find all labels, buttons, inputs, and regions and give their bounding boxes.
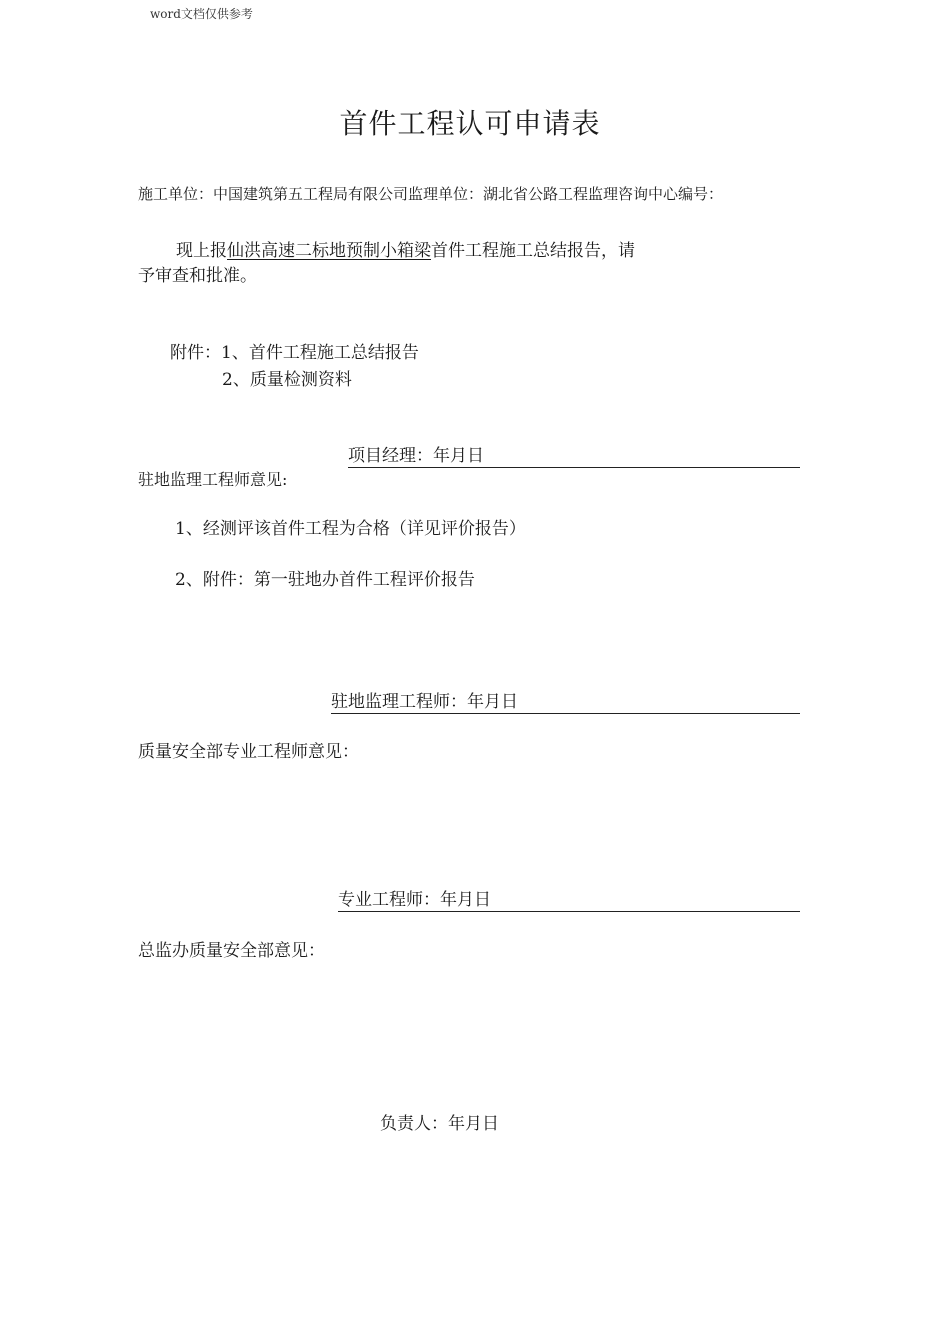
attachment-item-1: 附件：1、首件工程施工总结报告 [170, 343, 419, 363]
project-manager-signature: 项目经理：年月日 [348, 441, 800, 468]
attachment-item-2: 2、质量检测资料 [222, 370, 352, 390]
document-title: 首件工程认可申请表 [339, 107, 601, 140]
chief-office-opinion-label: 总监办质量安全部意见： [138, 941, 325, 961]
watermark-text: word文档仅供参考 [150, 7, 253, 21]
quality-dept-opinion-label: 质量安全部专业工程师意见： [138, 742, 359, 762]
resident-engineer-opinion-label: 驻地监理工程师意见: [138, 470, 288, 489]
intro-prefix: 现上报 [176, 241, 227, 261]
intro-line-2: 予审查和批准。 [138, 266, 257, 286]
intro-project-name: 仙洪高速二标地预制小箱梁 [227, 241, 431, 261]
header-info-line: 施工单位：中国建筑第五工程局有限公司监理单位：湖北省公路工程监理咨询中心编号： [138, 185, 724, 203]
resident-engineer-signature: 驻地监理工程师：年月日 [331, 687, 800, 714]
resident-opinion-item-1: 1、经测评该首件工程为合格（详见评价报告） [175, 519, 526, 539]
intro-line-1 [176, 236, 635, 261]
intro-suffix: 首件工程施工总结报告，请 [431, 241, 635, 261]
resident-opinion-item-2: 2、附件：第一驻地办首件工程评价报告 [175, 570, 475, 590]
specialist-engineer-signature: 专业工程师：年月日 [338, 885, 800, 912]
person-in-charge-signature: 负责人：年月日 [380, 1114, 499, 1134]
